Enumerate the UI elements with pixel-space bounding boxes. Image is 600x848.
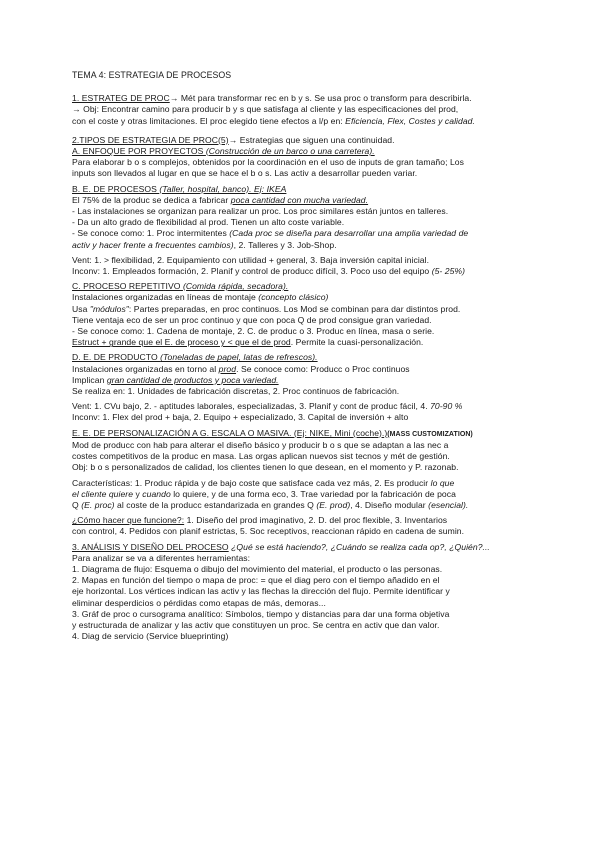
text-line: Inconv: 1. Flex del prod + baja, 2. Equipo + especializado, 3. Capital de inversión + alto bbox=[72, 412, 409, 423]
subsection-heading: ¿Cómo hacer que funcione?: bbox=[72, 515, 185, 526]
text-line: eliminar desperdicios o pérdidas como etapas de más, demoras... bbox=[72, 597, 326, 608]
text-span: ¿Qué se está haciendo?, ¿Cuándo se realiza cada op?, ¿Quién?... bbox=[228, 541, 490, 552]
text-span: . Se conoce como: Producc o Proc continuos bbox=[236, 363, 410, 374]
text-span: (MASS CUSTOMIZATION) bbox=[387, 430, 473, 438]
section-heading: 1. ESTRATEG DE PROC bbox=[72, 93, 170, 104]
text-line: Se realiza en: 1. Unidades de fabricación discretas, 2. Proc continuos de fabricación. bbox=[72, 386, 400, 397]
text-span: Inconv: 1. Empleados formación, 2. Planif y control de producc difícil, 3. Poco uso del equipo bbox=[72, 266, 432, 277]
text-span: Instalaciones organizadas en torno al bbox=[72, 363, 219, 374]
subsection-heading: A. ENFOQUE POR PROYECTOS bbox=[72, 146, 206, 157]
subsection-heading: B. E. DE PROCESOS bbox=[72, 183, 160, 194]
text-span: → Estrategias que siguen una continuidad. bbox=[228, 134, 395, 145]
text-line: 4. Diag de servicio (Service blueprinting) bbox=[72, 631, 229, 642]
text-span: , 4. Diseño modular bbox=[350, 499, 429, 510]
text-line: → Obj: Encontrar camino para producir b y s que satisfaga al cliente y las especificaciones del prod, bbox=[72, 104, 459, 115]
section-enfoque-procesos bbox=[72, 184, 558, 278]
page-title: TEMA 4: ESTRATEGIA DE PROCESOS bbox=[72, 70, 232, 80]
text-span: poca cantidad con mucha variedad. bbox=[230, 194, 369, 205]
text-span: , 2. Talleres y 3. Job-Shop. bbox=[233, 239, 337, 250]
text-line: y estructurada de analizar y las activ que constituyen un proc. Se centra en activ que dan valor. bbox=[72, 619, 440, 630]
text-span: Implican bbox=[72, 374, 107, 385]
subsection-example: (Comida rápida, secadora). bbox=[182, 281, 289, 292]
text-line: inputs son llevados al lugar en que se hace el b o s. Las activ a desarrollar pueden variar. bbox=[72, 168, 418, 179]
text-span: al coste de la producc estandarizada en grandes Q bbox=[114, 499, 317, 510]
text-line: 2. Mapas en función del tiempo o mapa de proc: = que el diag pero con el tiempo añadido en el bbox=[72, 575, 440, 586]
document-page bbox=[72, 70, 558, 642]
subsection-example: (Toneladas de papel, latas de refrescos). bbox=[160, 352, 318, 363]
text-span: cuando bbox=[142, 488, 171, 499]
section-enfoque-producto bbox=[72, 352, 558, 423]
text-line: Mod de producc con hab para alterar el diseño básico y producir b o s que se adaptan a las nec a bbox=[72, 439, 449, 450]
text-span: - Se conoce como: 1. Proc intermitentes bbox=[72, 228, 230, 239]
text-span: 70-90 % bbox=[430, 401, 463, 412]
subsection-example: (Construcción de un barco o una carretera). bbox=[205, 146, 375, 157]
text-line: costes competitivos de la produc en masa. Las orgas aplican nuevos sist tecnos y mét de gestión. bbox=[72, 451, 450, 462]
text-span: y bbox=[133, 488, 143, 499]
text-span: "módulos" bbox=[89, 303, 129, 314]
text-span: Eficiencia, Flex, Costes y calidad. bbox=[345, 115, 475, 126]
text-span: lo que bbox=[430, 477, 455, 488]
text-span: Características: 1. Produc rápida y de bajo coste que satisface cada vez más, 2. Es producir bbox=[72, 477, 431, 488]
text-line: 3. Gráf de proc o cursograma analítico: Símbolos, tiempo y distancias para dar una forma objetiva bbox=[72, 608, 450, 619]
text-span: . Permite la cuasi-personalización. bbox=[290, 337, 424, 348]
text-span: Instalaciones organizadas en líneas de montaje bbox=[72, 292, 259, 303]
text-line: - Da un alto grado de flexibilidad al prod. Tienen un alto coste variable. bbox=[72, 217, 345, 228]
text-line: Para elaborar b o s complejos, obtenidos por la coordinación en el uso de inputs de gran tamaño; Los bbox=[72, 157, 464, 168]
subsection-heading: C. PROCESO REPETITIVO bbox=[72, 281, 183, 292]
text-span: el cliente quiere bbox=[72, 488, 134, 499]
text-span: (Cada proc se diseña para desarrollar una amplia variedad de bbox=[229, 228, 469, 239]
text-span: Vent: 1. CVu bajo, 2. - aptitudes laborales, especializadas, 3. Planif y cont de produc fácil, 4. bbox=[72, 401, 431, 412]
text-span: (concepto clásico) bbox=[258, 292, 329, 303]
section-analisis-diseno bbox=[72, 542, 558, 643]
text-span: Usa bbox=[72, 303, 90, 314]
text-span: → Mét para transformar rec en b y s. Se usa proc o transform para describirla. bbox=[169, 93, 472, 104]
subsection-example: (Taller, hospital, banco). Ej: IKEA bbox=[159, 183, 287, 194]
text-span: 1. Diseño del prod imaginativo, 2. D. del proc flexible, 3. Inventarios bbox=[184, 515, 448, 526]
section-personalizacion-masiva bbox=[72, 428, 558, 511]
text-span: (E. proc) bbox=[81, 499, 115, 510]
section-como-funciona bbox=[72, 515, 558, 537]
section-heading: 3. ANÁLISIS Y DISEÑO DEL PROCESO bbox=[72, 541, 229, 552]
text-span: Q bbox=[72, 499, 82, 510]
subsection-heading: D. E. DE PRODUCTO bbox=[72, 352, 161, 363]
text-line: Para analizar se va a diferentes herramientas: bbox=[72, 552, 251, 563]
section-heading: 2.TIPOS DE ESTRATEGIA DE PROC(5) bbox=[72, 134, 229, 145]
text-line: Tiene ventaja eco de ser un proc continuo y que con poca Q de prod consigue gran variedad. bbox=[72, 314, 432, 325]
text-span: El 75% de la produc se dedica a fabricar bbox=[72, 194, 231, 205]
text-line: Vent: 1. > flexibilidad, 2. Equipamiento con utilidad + general, 3. Baja inversión capital inicial. bbox=[72, 254, 430, 265]
text-line: 1. Diagrama de flujo: Esquema o dibujo del movimiento del material, el producto o las personas. bbox=[72, 563, 443, 574]
text-span: (esencial). bbox=[428, 499, 469, 510]
text-span: Estruct + grande que el E. de proceso y < que el de prod bbox=[72, 337, 291, 348]
text-line: Obj: b o s personalizados de calidad, los clientes tienen lo que desean, en el momento y P. razonab. bbox=[72, 462, 459, 473]
text-line: con control, 4. Pedidos con planif estrictas, 5. Soc receptivos, reaccionan rápido en cadena de sumin. bbox=[72, 526, 465, 537]
subsection-heading: E. E. DE PERSONALIZACIÓN A G. ESCALA O MASIVA. (Ej: NIKE, Mini (coche).) bbox=[72, 427, 388, 438]
text-span: gran cantidad de productos y poca variedad. bbox=[106, 374, 279, 385]
text-line: - Las instalaciones se organizan para realizar un proc. Los proc similares están juntos en talleres. bbox=[72, 206, 449, 217]
text-span: (5- 25%) bbox=[431, 266, 466, 277]
text-line: - Se conoce como: 1. Cadena de montaje, 2. C. de produc o 3. Produc en línea, masa o serie. bbox=[72, 326, 435, 337]
section-proceso-repetitivo bbox=[72, 281, 558, 348]
text-span: prod bbox=[218, 363, 237, 374]
text-span: : Partes preparadas, en proc continuos. Los Mod se combinan para dar distintos prod. bbox=[128, 303, 461, 314]
text-span: activ y hacer frente a frecuentes cambios) bbox=[72, 239, 234, 250]
text-span: lo quiere, y de una forma eco, 3. Trae variedad por la fabricación de poca bbox=[170, 488, 456, 499]
section-tipos-estrategia bbox=[72, 135, 558, 180]
text-line: eje horizontal. Los vértices indican las activ y las flechas la dirección del flujo. Permite identificar y bbox=[72, 586, 450, 597]
text-span: (E. prod) bbox=[316, 499, 351, 510]
section-estrategia-procesos bbox=[72, 93, 558, 127]
text-span: con el coste y otras limitaciones. El proc elegido tiene efectos a l/p en: bbox=[72, 115, 346, 126]
